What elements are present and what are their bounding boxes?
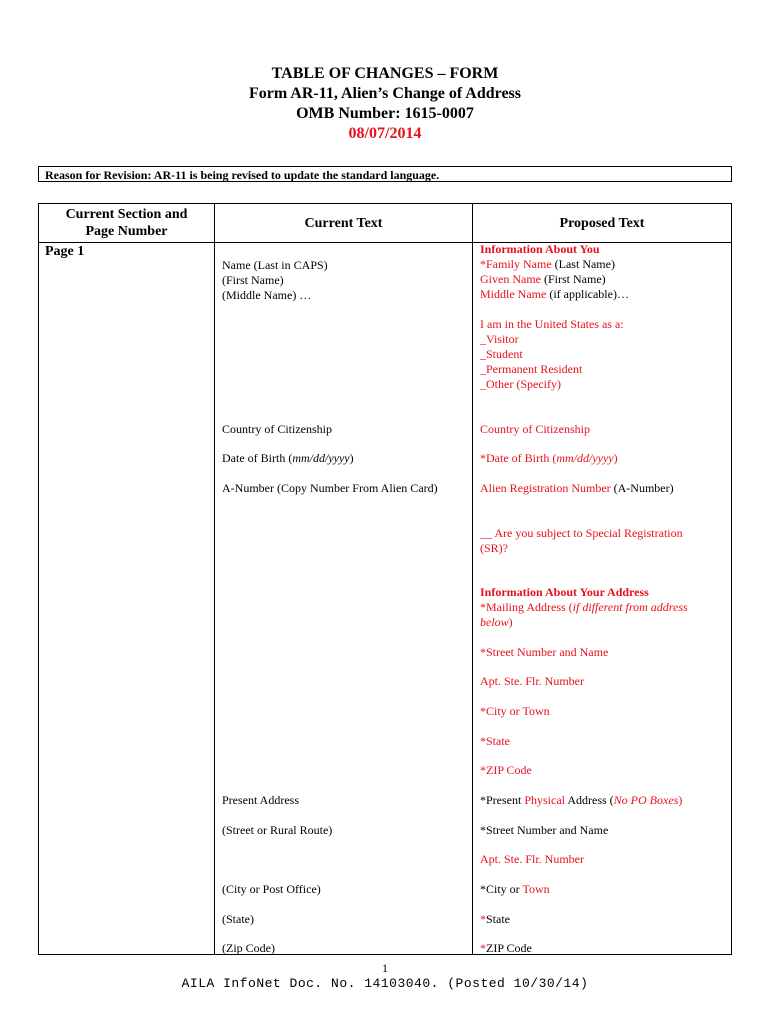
- proposed-permanent-resident: _Permanent Resident: [480, 362, 583, 376]
- form-subtitle: Form AR-11, Alien’s Change of Address: [248, 85, 521, 102]
- changes-table: [38, 203, 732, 955]
- proposed-dob: *Date of Birth (mm/dd/yyyy): [480, 451, 618, 465]
- col-current-header: Current Text: [304, 215, 383, 231]
- proposed-state: *State: [480, 734, 510, 748]
- header-divider: [39, 242, 214, 243]
- proposed-city-2: *City or Town: [480, 882, 550, 896]
- proposed-other: _Other (Specify): [480, 377, 561, 391]
- current-name-middle: (Middle Name) …: [222, 288, 312, 302]
- proposed-family-name: *Family Name (Last Name): [480, 257, 615, 271]
- proposed-visitor: _Visitor: [480, 332, 519, 346]
- current-name-last: Name (Last in CAPS): [222, 258, 328, 272]
- current-zip: (Zip Code): [222, 941, 275, 955]
- proposed-street-number: *Street Number and Name: [480, 645, 609, 659]
- proposed-zip-2: *ZIP Code: [480, 941, 532, 955]
- proposed-citizenship: Country of Citizenship: [480, 422, 590, 436]
- proposed-mailing-address: *Mailing Address (if different from address: [480, 600, 688, 614]
- reason-for-revision: Reason for Revision: AR-11 is being revised to update the standard language.: [38, 166, 732, 182]
- proposed-anumber: Alien Registration Number (A-Number): [480, 481, 674, 495]
- form-date: 08/07/2014: [348, 125, 422, 142]
- header-divider: [214, 242, 731, 243]
- current-anumber: A-Number (Copy Number From Alien Card): [222, 481, 438, 495]
- proposed-info-about-you: Information About You: [480, 242, 600, 256]
- proposed-state-2: *State: [480, 912, 510, 926]
- proposed-info-about-address: Information About Your Address: [480, 585, 649, 599]
- current-city: (City or Post Office): [222, 882, 321, 896]
- current-name-first: (First Name): [222, 273, 284, 287]
- page-label: Page 1: [45, 244, 85, 259]
- proposed-apt-2: Apt. Ste. Flr. Number: [480, 852, 584, 866]
- column-divider: [472, 204, 473, 954]
- current-dob: Date of Birth (mm/dd/yyyy): [222, 451, 354, 465]
- proposed-present-address: *Present Physical Address (No PO Boxes): [480, 793, 683, 807]
- proposed-sr-question-cont: (SR)?: [480, 541, 508, 555]
- proposed-city-town: *City or Town: [480, 704, 550, 718]
- current-state: (State): [222, 912, 254, 926]
- proposed-apt: Apt. Ste. Flr. Number: [480, 674, 584, 688]
- proposed-middle-name: Middle Name (if applicable)…: [480, 287, 629, 301]
- proposed-zip: *ZIP Code: [480, 763, 532, 777]
- column-divider: [214, 204, 215, 954]
- title-block: [0, 64, 770, 144]
- page-number: 1: [382, 961, 388, 975]
- proposed-student: _Student: [480, 347, 523, 361]
- omb-number: OMB Number: 1615-0007: [296, 105, 474, 122]
- proposed-in-us-as: I am in the United States as a:: [480, 317, 624, 331]
- col-section-header: Current Section and Page Number: [65, 207, 188, 239]
- proposed-given-name: Given Name (First Name): [480, 272, 606, 286]
- col-proposed-header: Proposed Text: [559, 215, 645, 231]
- proposed-sr-question: __ Are you subject to Special Registration: [480, 526, 683, 540]
- proposed-street-number-2: *Street Number and Name: [480, 823, 609, 837]
- current-street: (Street or Rural Route): [222, 823, 333, 837]
- proposed-mailing-address-cont: below): [480, 615, 513, 629]
- current-present-address: Present Address: [222, 793, 299, 807]
- form-title: TABLE OF CHANGES – FORM: [271, 65, 499, 82]
- current-citizenship: Country of Citizenship: [222, 422, 332, 436]
- footer-doc-number: AILA InfoNet Doc. No. 14103040. (Posted 10/30/14): [181, 976, 589, 991]
